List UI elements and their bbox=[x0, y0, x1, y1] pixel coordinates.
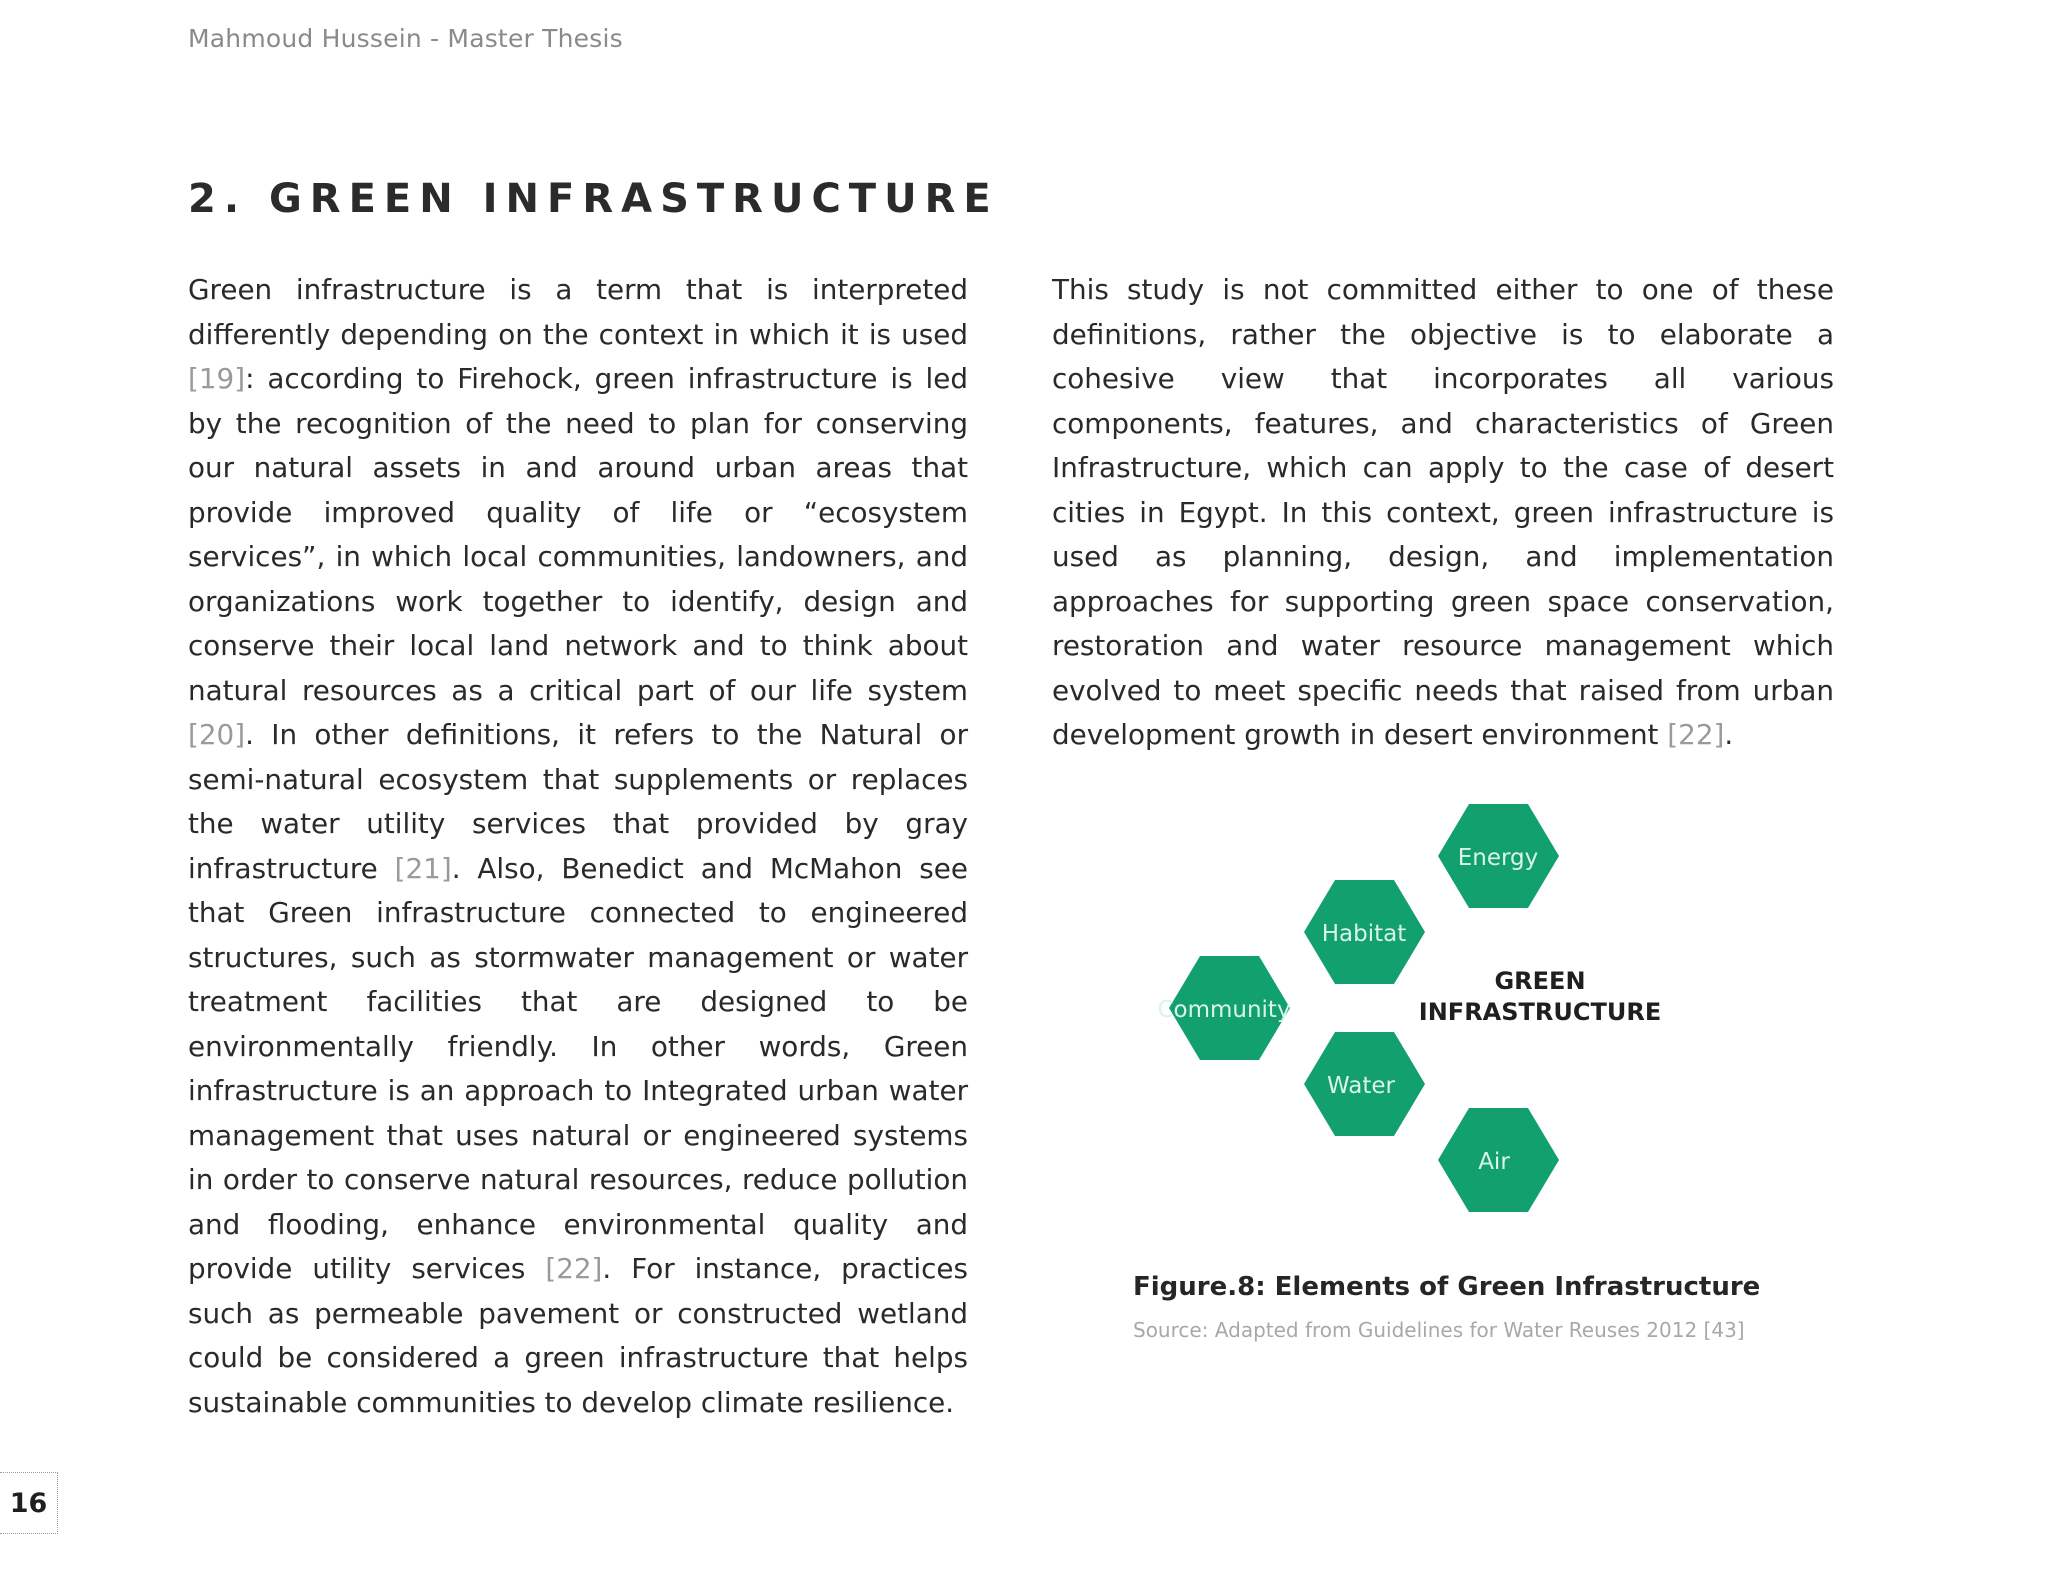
citation-22: [22] bbox=[1667, 718, 1725, 751]
hex-habitat bbox=[1304, 880, 1425, 984]
text-segment: . For instance, practices such as permeable pavement or constructed wetland could be considered a green infrastructure that helps sustainable communities to develop climate resilience. bbox=[188, 1252, 969, 1419]
hex-community bbox=[1157, 956, 1290, 1060]
citation-20: [20] bbox=[188, 718, 246, 751]
right-text-column bbox=[1052, 268, 1834, 758]
green-infrastructure-diagram bbox=[1120, 770, 1800, 1230]
hex-water bbox=[1304, 1032, 1425, 1136]
text-segment: This study is not committed either to one of these definitions, rather the objective is to elaborate a cohesive view that incorporates all various components, features, and characteristics of Green Infrastructure, which can apply to the case of desert cities in Egypt. In this context, green infrastructure is used as planning, design, and implementation approaches for supporting green space conservation, restoration and water resource management which evolved to meet specific needs that raised from urban development growth in desert environment bbox=[1052, 273, 1834, 751]
page-number bbox=[0, 1472, 58, 1534]
text-segment: : according to Firehock, green infrastructure is led by the recognition of the need to plan for conserving our natural assets in and around urban areas that provide improved quality of life or “ecosystem services”, in which local communities, landowners, and organizations work together to identify, design and conserve their local land network and to think about natural resources as a critical part of our life system bbox=[188, 362, 968, 707]
hex-energy bbox=[1438, 804, 1559, 908]
text-segment: . Also, Benedict and McMahon see that Green infrastructure connected to engineered structures, such as stormwater management or water treatment facilities that are designed to be environmentally friendly. In other words, Green infrastructure is an approach to Integrated urban water management that uses natural or engineered systems in order to conserve natural resources, reduce pollution and flooding, enhance environmental quality and provide utility services bbox=[188, 851, 968, 1285]
section-title: 2. GREEN INFRASTRUCTURE bbox=[188, 176, 999, 222]
hex-label-air: Air bbox=[1478, 1149, 1510, 1175]
right-paragraph bbox=[1052, 268, 1834, 758]
running-header: Mahmoud Hussein - Master Thesis bbox=[188, 24, 623, 53]
figure-caption: Figure.8: Elements of Green Infrastructure bbox=[1133, 1272, 1761, 1302]
left-text-column bbox=[188, 268, 968, 1425]
hexagon-diagram bbox=[1120, 770, 1800, 1230]
hex-label-community: Community bbox=[1157, 997, 1291, 1023]
hex-label-energy: Energy bbox=[1457, 845, 1539, 871]
citation-22: [22] bbox=[545, 1252, 603, 1285]
text-segment: Green infrastructure is a term that is interpreted differently depending on the context in which it is used bbox=[188, 273, 968, 351]
left-paragraph bbox=[188, 268, 968, 1425]
citation-21: [21] bbox=[394, 851, 452, 885]
text-segment: . bbox=[1724, 718, 1734, 751]
text-segment: . In other definitions, it refers to the Natural or semi-natural ecosystem that supplements or replaces the water utility services that provided by gray infrastructure bbox=[188, 718, 968, 885]
diagram-center-label-line2: INFRASTRUCTURE bbox=[1418, 998, 1662, 1026]
page-number-text: 16 bbox=[9, 1487, 48, 1519]
citation-19: [19] bbox=[188, 362, 246, 395]
hex-label-water: Water bbox=[1327, 1073, 1395, 1099]
figure-source: Source: Adapted from Guidelines for Water Reuses 2012 [43] bbox=[1133, 1318, 1745, 1342]
hex-air bbox=[1438, 1108, 1559, 1212]
hex-label-habitat: Habitat bbox=[1321, 921, 1407, 947]
diagram-center-label-line1: GREEN bbox=[1494, 967, 1586, 995]
